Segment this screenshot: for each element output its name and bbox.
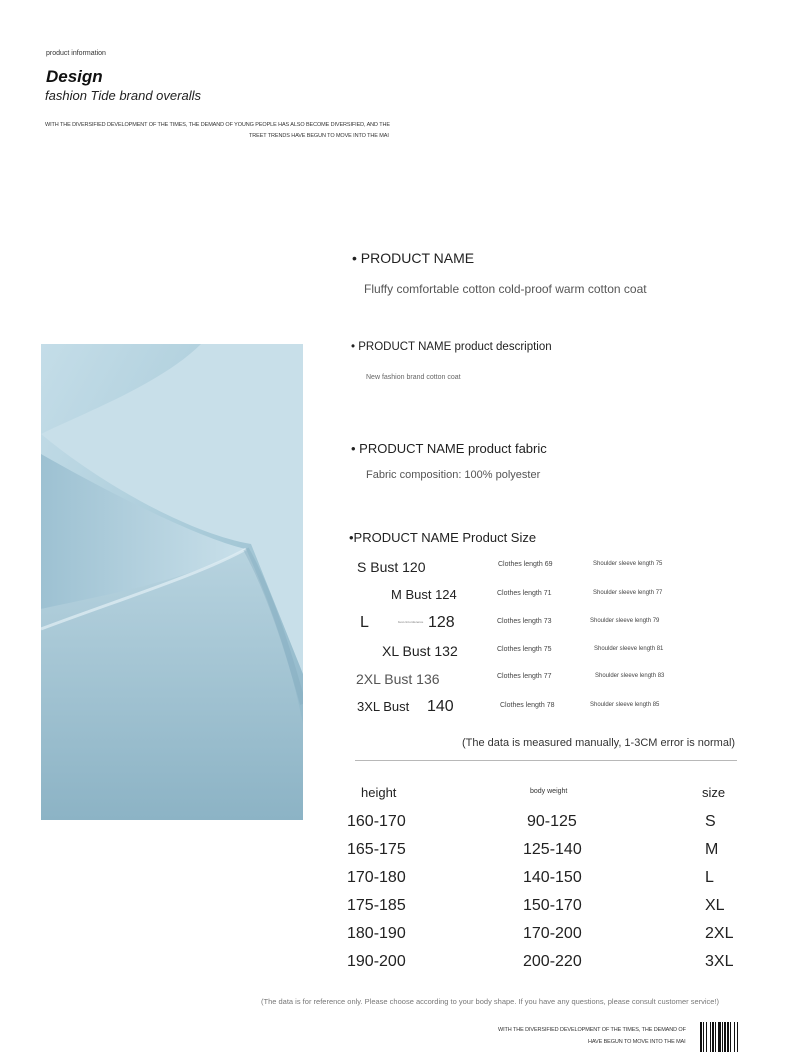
table-cell-weight: 90-125 (527, 813, 577, 830)
table-cell-weight: 170-200 (523, 925, 582, 942)
table-cell-height: 190-200 (347, 953, 406, 970)
size-row-l-label: L (360, 614, 369, 631)
size-row-3xl-clothes: Clothes length 78 (500, 702, 555, 709)
size-row-s-clothes: Clothes length 69 (498, 561, 553, 568)
product-description-heading: • PRODUCT NAME product description (351, 341, 552, 353)
divider (355, 760, 737, 761)
size-row-2xl-shoulder: Shoulder sleeve length 83 (595, 673, 665, 679)
size-row-m-clothes: Clothes length 71 (497, 590, 552, 597)
product-description-value: New fashion brand cotton coat (366, 374, 461, 381)
header-banner-line2: TREET TRENDS HAVE BEGUN TO MOVE INTO THE MAI (249, 133, 389, 139)
size-chart-header-height: height (361, 785, 397, 800)
header-banner-line1: WITH THE DIVERSIFIED DEVELOPMENT OF THE TIMES, THE DEMAND OF YOUNG PEOPLE HAS ALSO BECOME DIVERSIFIED, AND THE (45, 122, 390, 128)
table-cell-height: 180-190 (347, 925, 406, 942)
table-cell-size: XL (705, 897, 725, 914)
size-row-s-shoulder: Shoulder sleeve length 75 (593, 561, 663, 567)
size-row-2xl-clothes: Clothes length 77 (497, 673, 552, 680)
table-cell-size: 2XL (705, 925, 734, 942)
product-size-heading: •PRODUCT NAME Product Size (349, 530, 537, 545)
design-subtitle: fashion Tide brand overalls (45, 88, 201, 103)
size-row-xl-label: XL Bust 132 (382, 643, 458, 659)
size-row-s-label: S Bust 120 (357, 559, 426, 575)
barcode-icon (700, 1022, 750, 1052)
size-row-m-shoulder: Shoulder sleeve length 77 (593, 590, 663, 596)
measure-note: (The data is measured manually, 1-3CM error is normal) (462, 737, 736, 749)
size-row-l-micro: bust circumference (398, 620, 424, 624)
table-cell-size: S (705, 813, 716, 830)
table-cell-height: 170-180 (347, 869, 406, 886)
table-cell-height: 165-175 (347, 841, 406, 858)
reference-note: (The data is for reference only. Please choose according to your body shape. If you have any questions, please consult customer service!) (261, 997, 720, 1006)
product-name-heading: • PRODUCT NAME (352, 250, 475, 266)
size-row-l-clothes: Clothes length 73 (497, 618, 552, 625)
size-row-l-shoulder: Shoulder sleeve length 79 (590, 618, 660, 624)
size-row-l-bust: 128 (428, 614, 455, 631)
table-cell-height: 160-170 (347, 813, 406, 830)
product-fabric-value: Fabric composition: 100% polyester (366, 469, 541, 481)
size-chart-header-size: size (702, 785, 726, 800)
size-row-xl-shoulder: Shoulder sleeve length 81 (594, 646, 664, 652)
table-cell-size: 3XL (705, 953, 734, 970)
size-row-3xl-shoulder: Shoulder sleeve length 85 (590, 702, 660, 708)
table-cell-weight: 150-170 (523, 897, 582, 914)
size-row-2xl-label: 2XL Bust 136 (356, 671, 440, 687)
table-cell-weight: 200-220 (523, 953, 582, 970)
size-row-3xl-bust: 140 (427, 698, 454, 715)
design-title: Design (46, 67, 103, 86)
table-cell-weight: 140-150 (523, 869, 582, 886)
table-cell-height: 175-185 (347, 897, 406, 914)
section-label: product information (46, 50, 106, 57)
table-cell-size: L (705, 869, 714, 886)
table-cell-size: M (705, 841, 719, 858)
table-cell-weight: 125-140 (523, 841, 582, 858)
product-name-value: Fluffy comfortable cotton cold-proof warm cotton coat (364, 282, 647, 296)
product-fabric-heading: • PRODUCT NAME product fabric (351, 441, 547, 456)
fabric-image (41, 344, 303, 820)
size-row-m-label: M Bust 124 (391, 587, 457, 602)
footer-banner-line2: HAVE BEGUN TO MOVE INTO THE MAI (588, 1039, 686, 1045)
size-row-xl-clothes: Clothes length 75 (497, 646, 552, 653)
size-row-3xl-label: 3XL Bust (357, 699, 410, 714)
size-chart-header-weight: body weight (530, 788, 568, 795)
footer-banner-line1: WITH THE DIVERSIFIED DEVELOPMENT OF THE TIMES, THE DEMAND OF (498, 1027, 686, 1033)
